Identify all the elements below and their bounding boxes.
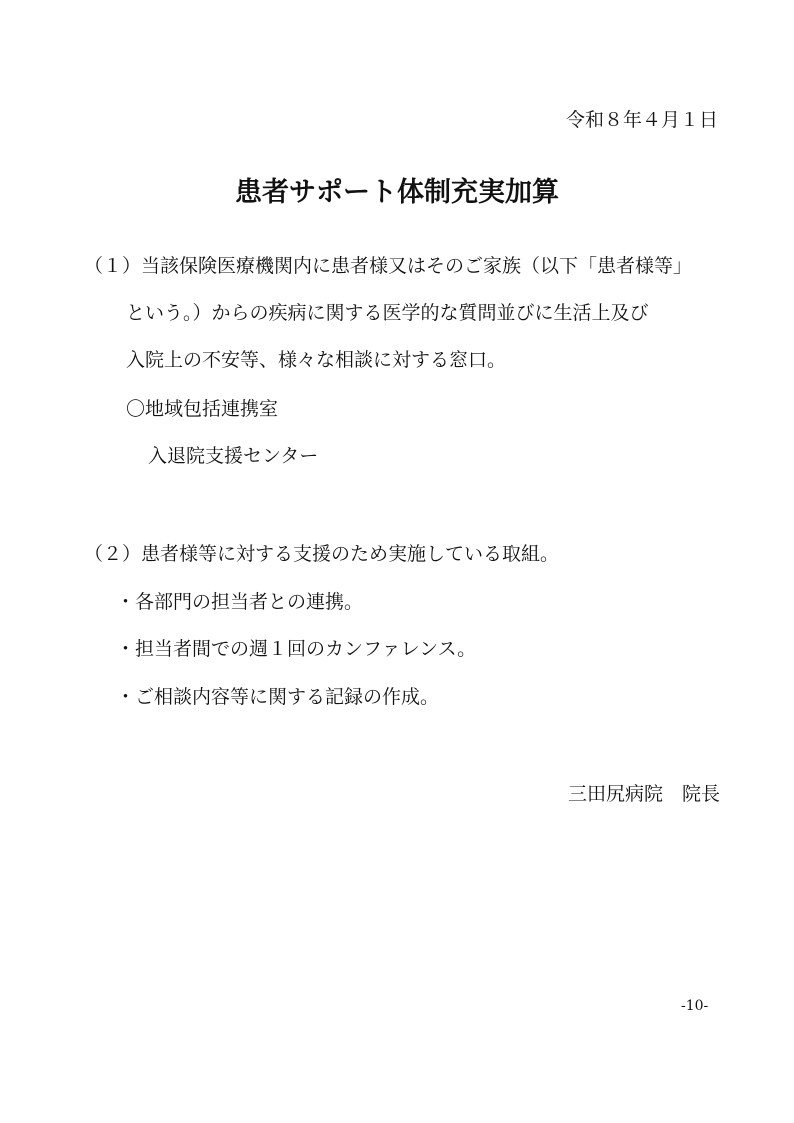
department-admission-discharge-support: 入退院支援センター <box>148 445 319 467</box>
document-date: 令和８年４月１日 <box>565 109 718 131</box>
section-2-heading: （２）患者様等に対する支援のため実施している取組。 <box>84 543 560 565</box>
list-item: ・担当者間での週１回のカンファレンス。 <box>116 638 477 660</box>
document-title: 患者サポート体制充実加算 <box>235 177 559 208</box>
section-1-line-1: （１）当該保険医療機関内に患者様又はそのご家族（以下「患者様等」 <box>84 255 693 277</box>
section-1-line-2: という。）からの疾病に関する医学的な質問並びに生活上及び <box>126 302 649 324</box>
list-item: ・ご相談内容等に関する記録の作成。 <box>116 686 440 708</box>
page-number: -10- <box>681 998 709 1014</box>
department-community-liaison: 〇地域包括連携室 <box>126 398 279 420</box>
list-item: ・各部門の担当者との連携。 <box>116 591 364 613</box>
signature: 三田尻病院 院長 <box>567 783 720 805</box>
section-1-line-3: 入院上の不安等、様々な相談に対する窓口。 <box>126 349 507 371</box>
